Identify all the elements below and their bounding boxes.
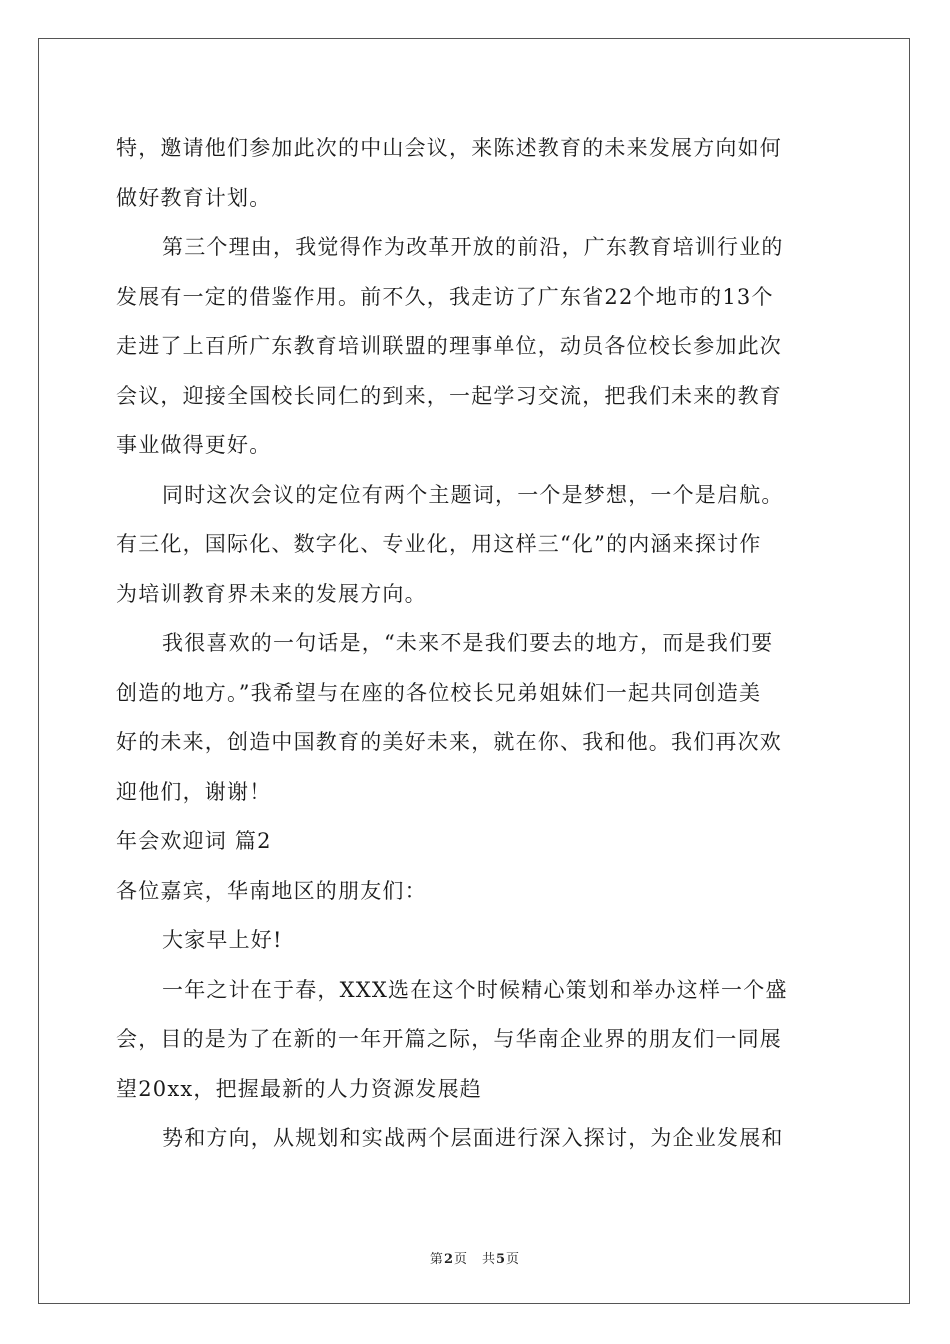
footer-mid: 页 共 [453,1252,496,1267]
text-line: 特，邀请他们参加此次的中山会议，来陈述教育的未来发展方向如何 [116,136,782,160]
footer-current-page: 2 [443,1252,454,1267]
text-line: 会，目的是为了在新的一年开篇之际，与华南企业界的朋友们一同展 [116,1027,782,1051]
text-line: 发展有一定的借鉴作用。前不久，我走访了广东省22个地市的13个 [116,284,774,309]
text-line: 我很喜欢的一句话是，“未来不是我们要去的地方，而是我们要 [162,631,774,655]
footer-prefix: 第 [429,1252,444,1267]
text-line: 迎他们，谢谢！ [116,779,272,804]
text-line: 走进了上百所广东教育培训联盟的理事单位，动员各位校长参加此次 [116,334,782,358]
text-line: 会议，迎接全国校长同仁的到来，一起学习交流，把我们未来的教育 [116,383,782,408]
text-line: 做好教育计划。 [116,185,272,210]
text-line: 第三个理由，我觉得作为改革开放的前沿，广东教育培训行业的 [162,235,784,259]
footer-total-pages: 5 [496,1252,507,1267]
text-line: 有三化，国际化、数字化、专业化，用这样三“化”的内涵来探讨作 [116,532,762,556]
text-line: 为培训教育界未来的发展方向。 [116,581,427,606]
document-body [116,124,836,1164]
text-line: 望20xx，把握最新的人力资源发展趋 [116,1076,483,1101]
text-line: 好的未来，创造中国教育的美好未来，就在你、我和他。我们再次欢 [116,730,782,754]
text-line: 势和方向，从规划和实战两个层面进行深入探讨，为企业发展和 [162,1126,784,1150]
text-line: 事业做得更好。 [116,433,272,457]
text-line: 创造的地方。”我希望与在座的各位校长兄弟姐妹们一起共同创造美 [116,680,762,705]
text-line: 年会欢迎词 篇2 [116,829,272,853]
page-footer [0,1248,950,1267]
text-line: 大家早上好! [162,928,283,952]
text-line: 同时这次会议的定位有两个主题词，一个是梦想，一个是启航。 [162,482,784,507]
text-line: 各位嘉宾，华南地区的朋友们： [116,878,427,903]
footer-suffix: 页 [506,1252,521,1267]
text-line: 一年之计在于春，XXX选在这个时候精心策划和举办这样一个盛 [162,977,788,1002]
